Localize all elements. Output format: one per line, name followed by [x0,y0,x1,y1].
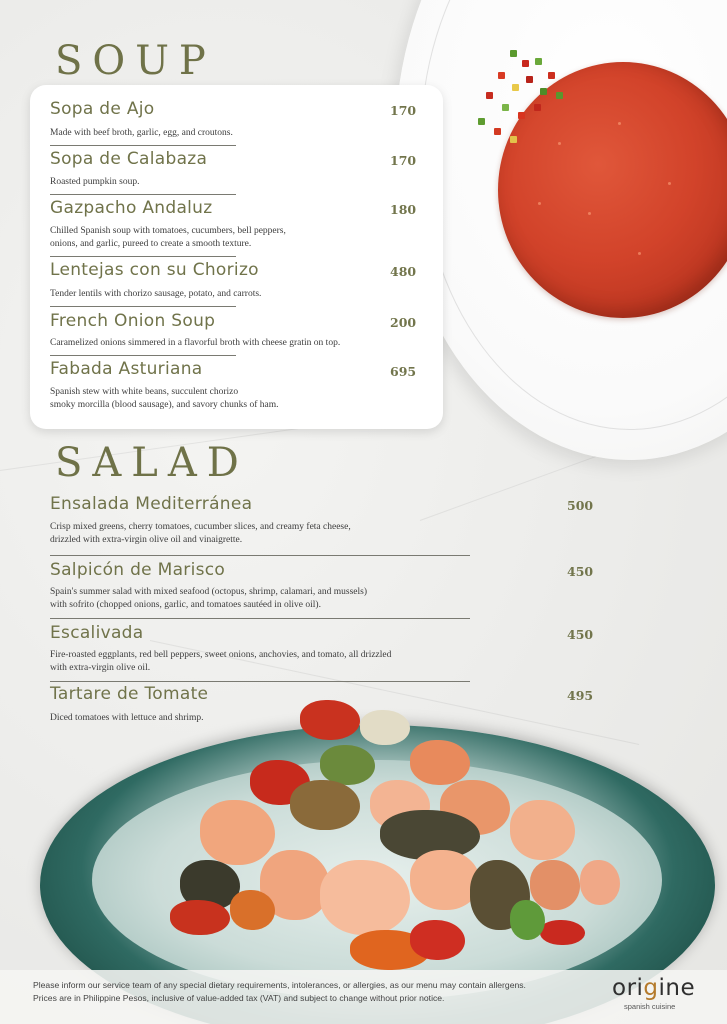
allergen-notice: Please inform our service team of any special dietary requirements, intolerances, or allergies, as our menu may contain allergens. [33,980,526,990]
menu-item-description: drizzled with extra-virgin olive oil and vinaigrette. [50,535,243,545]
menu-item-price: 180 [390,202,417,217]
menu-item-name: Escalivada [50,623,144,643]
menu-item-description: Spanish stew with white beans, succulent chorizo [50,387,239,397]
origine-logo: origine [612,975,696,1001]
menu-item-name: Lentejas con su Chorizo [50,260,259,280]
menu-item-name: Tartare de Tomate [50,684,209,704]
menu-item-price: 695 [390,364,417,379]
menu-item-divider [50,355,236,356]
menu-item-name: Salpicón de Marisco [50,560,226,580]
menu-item-price: 495 [567,688,594,703]
menu-item-price: 450 [567,627,594,642]
menu-item-name: Sopa de Calabaza [50,149,208,169]
gazpacho-texture [588,212,591,215]
gazpacho-texture [638,252,641,255]
menu-item-price: 450 [567,564,594,579]
menu-item-divider [50,681,470,682]
menu-item-divider [50,555,470,556]
gazpacho-texture [668,182,671,185]
menu-item-name: Fabada Asturiana [50,359,203,379]
menu-item-price: 480 [390,264,417,279]
menu-item-price: 200 [390,315,417,330]
menu-item-divider [50,145,236,146]
menu-item-price: 170 [390,103,417,118]
salad-section-title: SALAD [55,440,249,486]
gazpacho-texture [538,202,541,205]
menu-item-description: with sofrito (chopped onions, garlic, and tomatoes sautéed in olive oil). [50,600,321,610]
menu-item-description: Fire-roasted eggplants, red bell peppers, sweet onions, anchovies, and tomato, all drizzled [50,650,392,660]
menu-item-description: Chilled Spanish soup with tomatoes, cucumbers, bell peppers, [50,226,286,236]
gazpacho-texture [618,122,621,125]
menu-item-description: Caramelized onions simmered in a flavorful broth with cheese gratin on top. [50,338,341,348]
menu-item-name: Gazpacho Andaluz [50,198,213,218]
menu-item-description: smoky morcilla (blood sausage), and savory chunks of ham. [50,400,279,410]
soup-section-title: SOUP [55,38,216,84]
gazpacho-texture [558,142,561,145]
menu-item-name: Ensalada Mediterránea [50,494,253,514]
menu-item-description: Roasted pumpkin soup. [50,177,140,187]
menu-item-description: Tender lentils with chorizo sausage, potato, and carrots. [50,289,262,299]
menu-item-divider [50,618,470,619]
menu-item-name: French Onion Soup [50,311,216,331]
menu-item-description: Diced tomatoes with lettuce and shrimp. [50,713,204,723]
menu-item-description: Made with beef broth, garlic, egg, and croutons. [50,128,233,138]
menu-item-divider [50,256,236,257]
logo-tagline: spanish cuisine [624,1002,676,1011]
menu-item-description: onions, and garlic, pureed to create a smooth texture. [50,239,252,249]
menu-item-divider [50,194,236,195]
menu-item-description: with extra-virgin olive oil. [50,663,151,673]
menu-item-price: 170 [390,153,417,168]
menu-item-divider [50,306,236,307]
menu-item-price: 500 [567,498,594,513]
menu-item-description: Crisp mixed greens, cherry tomatoes, cucumber slices, and creamy feta cheese, [50,522,351,532]
menu-item-description: Spain's summer salad with mixed seafood (octopus, shrimp, calamari, and mussels) [50,587,367,597]
menu-item-name: Sopa de Ajo [50,99,155,119]
price-notice: Prices are in Philippine Pesos, inclusive of value-added tax (VAT) and subject to change without prior notice. [33,993,445,1003]
